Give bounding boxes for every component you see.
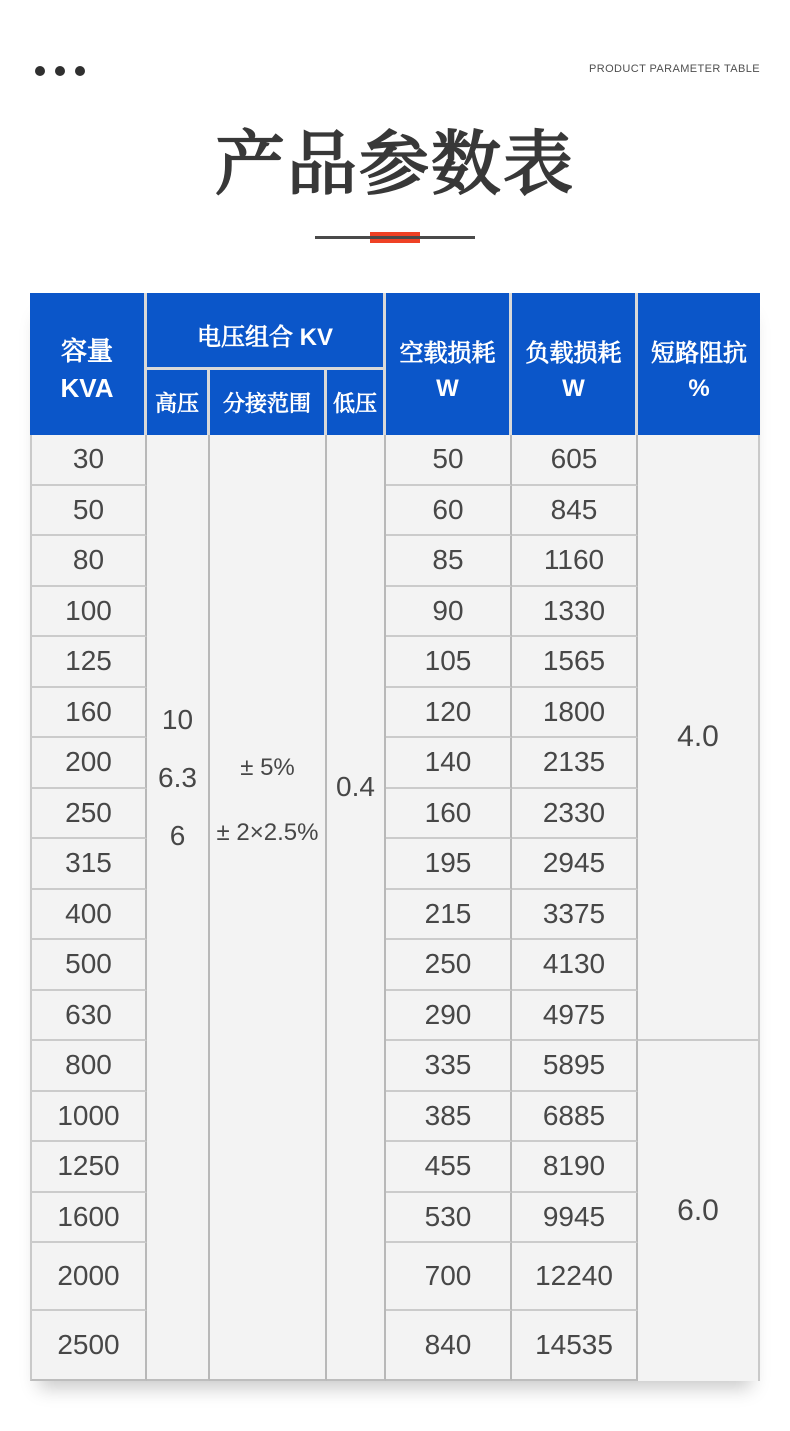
kva-cell: 800 [30, 1041, 147, 1092]
header-load-loss-label: 负载损耗 [525, 340, 622, 367]
kva-cell: 1600 [30, 1193, 147, 1244]
load-loss-cell: 2330 [512, 789, 638, 840]
header-voltage-combo [147, 293, 386, 370]
high-voltage-value: 10 [161, 704, 194, 735]
kva-cell: 50 [30, 486, 147, 537]
menu-dots-icon [35, 66, 85, 76]
kva-cell: 500 [30, 940, 147, 991]
kva-cell: 400 [30, 890, 147, 941]
load-loss-cell: 605 [512, 435, 638, 486]
load-loss-cell: 9945 [512, 1193, 638, 1244]
load-loss-cell: 6885 [512, 1092, 638, 1143]
low-voltage-value: 0.4 [336, 771, 375, 802]
low-voltage-merged-cell [327, 435, 386, 1381]
header-high-voltage-label: 高压 [154, 391, 199, 416]
load-loss-cell: 12240 [512, 1243, 638, 1311]
no-load-loss-cell: 90 [386, 587, 512, 638]
page-subtitle: PRODUCT PARAMETER TABLE [589, 63, 760, 75]
kva-cell: 200 [30, 738, 147, 789]
no-load-loss-cell: 385 [386, 1092, 512, 1143]
kva-cell: 125 [30, 637, 147, 688]
header-capacity [30, 293, 147, 435]
header-voltage-combo-label: 电压组合 KV [196, 323, 333, 351]
divider-line [315, 236, 475, 239]
header-tap-range [210, 370, 327, 435]
no-load-loss-cell: 530 [386, 1193, 512, 1244]
no-load-loss-cell: 160 [386, 789, 512, 840]
product-parameter-table [30, 293, 760, 1381]
kva-cell: 1250 [30, 1142, 147, 1193]
load-loss-cell: 1565 [512, 637, 638, 688]
no-load-loss-cell: 335 [386, 1041, 512, 1092]
header-no-load-loss-label: 空载损耗 [399, 340, 496, 367]
header-low-voltage [327, 370, 386, 435]
header-no-load-loss [386, 293, 512, 435]
no-load-loss-cell: 455 [386, 1142, 512, 1193]
kva-cell: 1000 [30, 1092, 147, 1143]
no-load-loss-cell: 85 [386, 536, 512, 587]
load-loss-cell: 3375 [512, 890, 638, 941]
no-load-loss-cell: 120 [386, 688, 512, 739]
header-tap-range-label: 分接范围 [222, 391, 311, 416]
kva-cell: 160 [30, 688, 147, 739]
no-load-loss-cell: 105 [386, 637, 512, 688]
load-loss-cell: 4975 [512, 991, 638, 1042]
tap-range-value: ± 5% [240, 753, 295, 781]
header-no-load-loss-unit: W [436, 375, 459, 402]
top-bar [35, 60, 760, 82]
load-loss-cell: 14535 [512, 1311, 638, 1381]
impedance-cell-group2: 6.0 [638, 1041, 760, 1381]
high-voltage-merged-cell [147, 435, 210, 1381]
no-load-loss-cell: 215 [386, 890, 512, 941]
header-capacity-unit: KVA [60, 373, 114, 403]
tap-range-merged-cell [210, 435, 327, 1381]
impedance-cell-group1: 4.0 [638, 435, 760, 1041]
header-capacity-label: 容量 [60, 336, 113, 366]
header-load-loss [512, 293, 638, 435]
header-load-loss-unit: W [562, 375, 585, 402]
page-title: 产品参数表 [215, 125, 575, 203]
no-load-loss-cell: 840 [386, 1311, 512, 1381]
no-load-loss-cell: 250 [386, 940, 512, 991]
load-loss-cell: 2135 [512, 738, 638, 789]
header-low-voltage-label: 低压 [332, 391, 377, 416]
load-loss-cell: 1160 [512, 536, 638, 587]
header-impedance-unit: % [688, 375, 710, 402]
no-load-loss-cell: 50 [386, 435, 512, 486]
high-voltage-value: 6.3 [158, 762, 197, 793]
no-load-loss-cell: 60 [386, 486, 512, 537]
no-load-loss-cell: 290 [386, 991, 512, 1042]
load-loss-cell: 4130 [512, 940, 638, 991]
kva-cell: 250 [30, 789, 147, 840]
kva-cell: 315 [30, 839, 147, 890]
kva-cell: 2500 [30, 1311, 147, 1381]
load-loss-cell: 1800 [512, 688, 638, 739]
kva-cell: 100 [30, 587, 147, 638]
tap-range-value: ± 2×2.5% [216, 818, 319, 846]
kva-cell: 80 [30, 536, 147, 587]
header-impedance [638, 293, 760, 435]
kva-cell: 30 [30, 435, 147, 486]
header-impedance-label: 短路阻抗 [651, 340, 747, 367]
kva-cell: 2000 [30, 1243, 147, 1311]
load-loss-cell: 1330 [512, 587, 638, 638]
no-load-loss-cell: 700 [386, 1243, 512, 1311]
header-high-voltage [147, 370, 210, 435]
load-loss-cell: 845 [512, 486, 638, 537]
no-load-loss-cell: 195 [386, 839, 512, 890]
load-loss-cell: 8190 [512, 1142, 638, 1193]
load-loss-cell: 2945 [512, 839, 638, 890]
title-divider [315, 232, 475, 243]
no-load-loss-cell: 140 [386, 738, 512, 789]
kva-cell: 630 [30, 991, 147, 1042]
high-voltage-value: 6 [169, 820, 186, 851]
load-loss-cell: 5895 [512, 1041, 638, 1092]
